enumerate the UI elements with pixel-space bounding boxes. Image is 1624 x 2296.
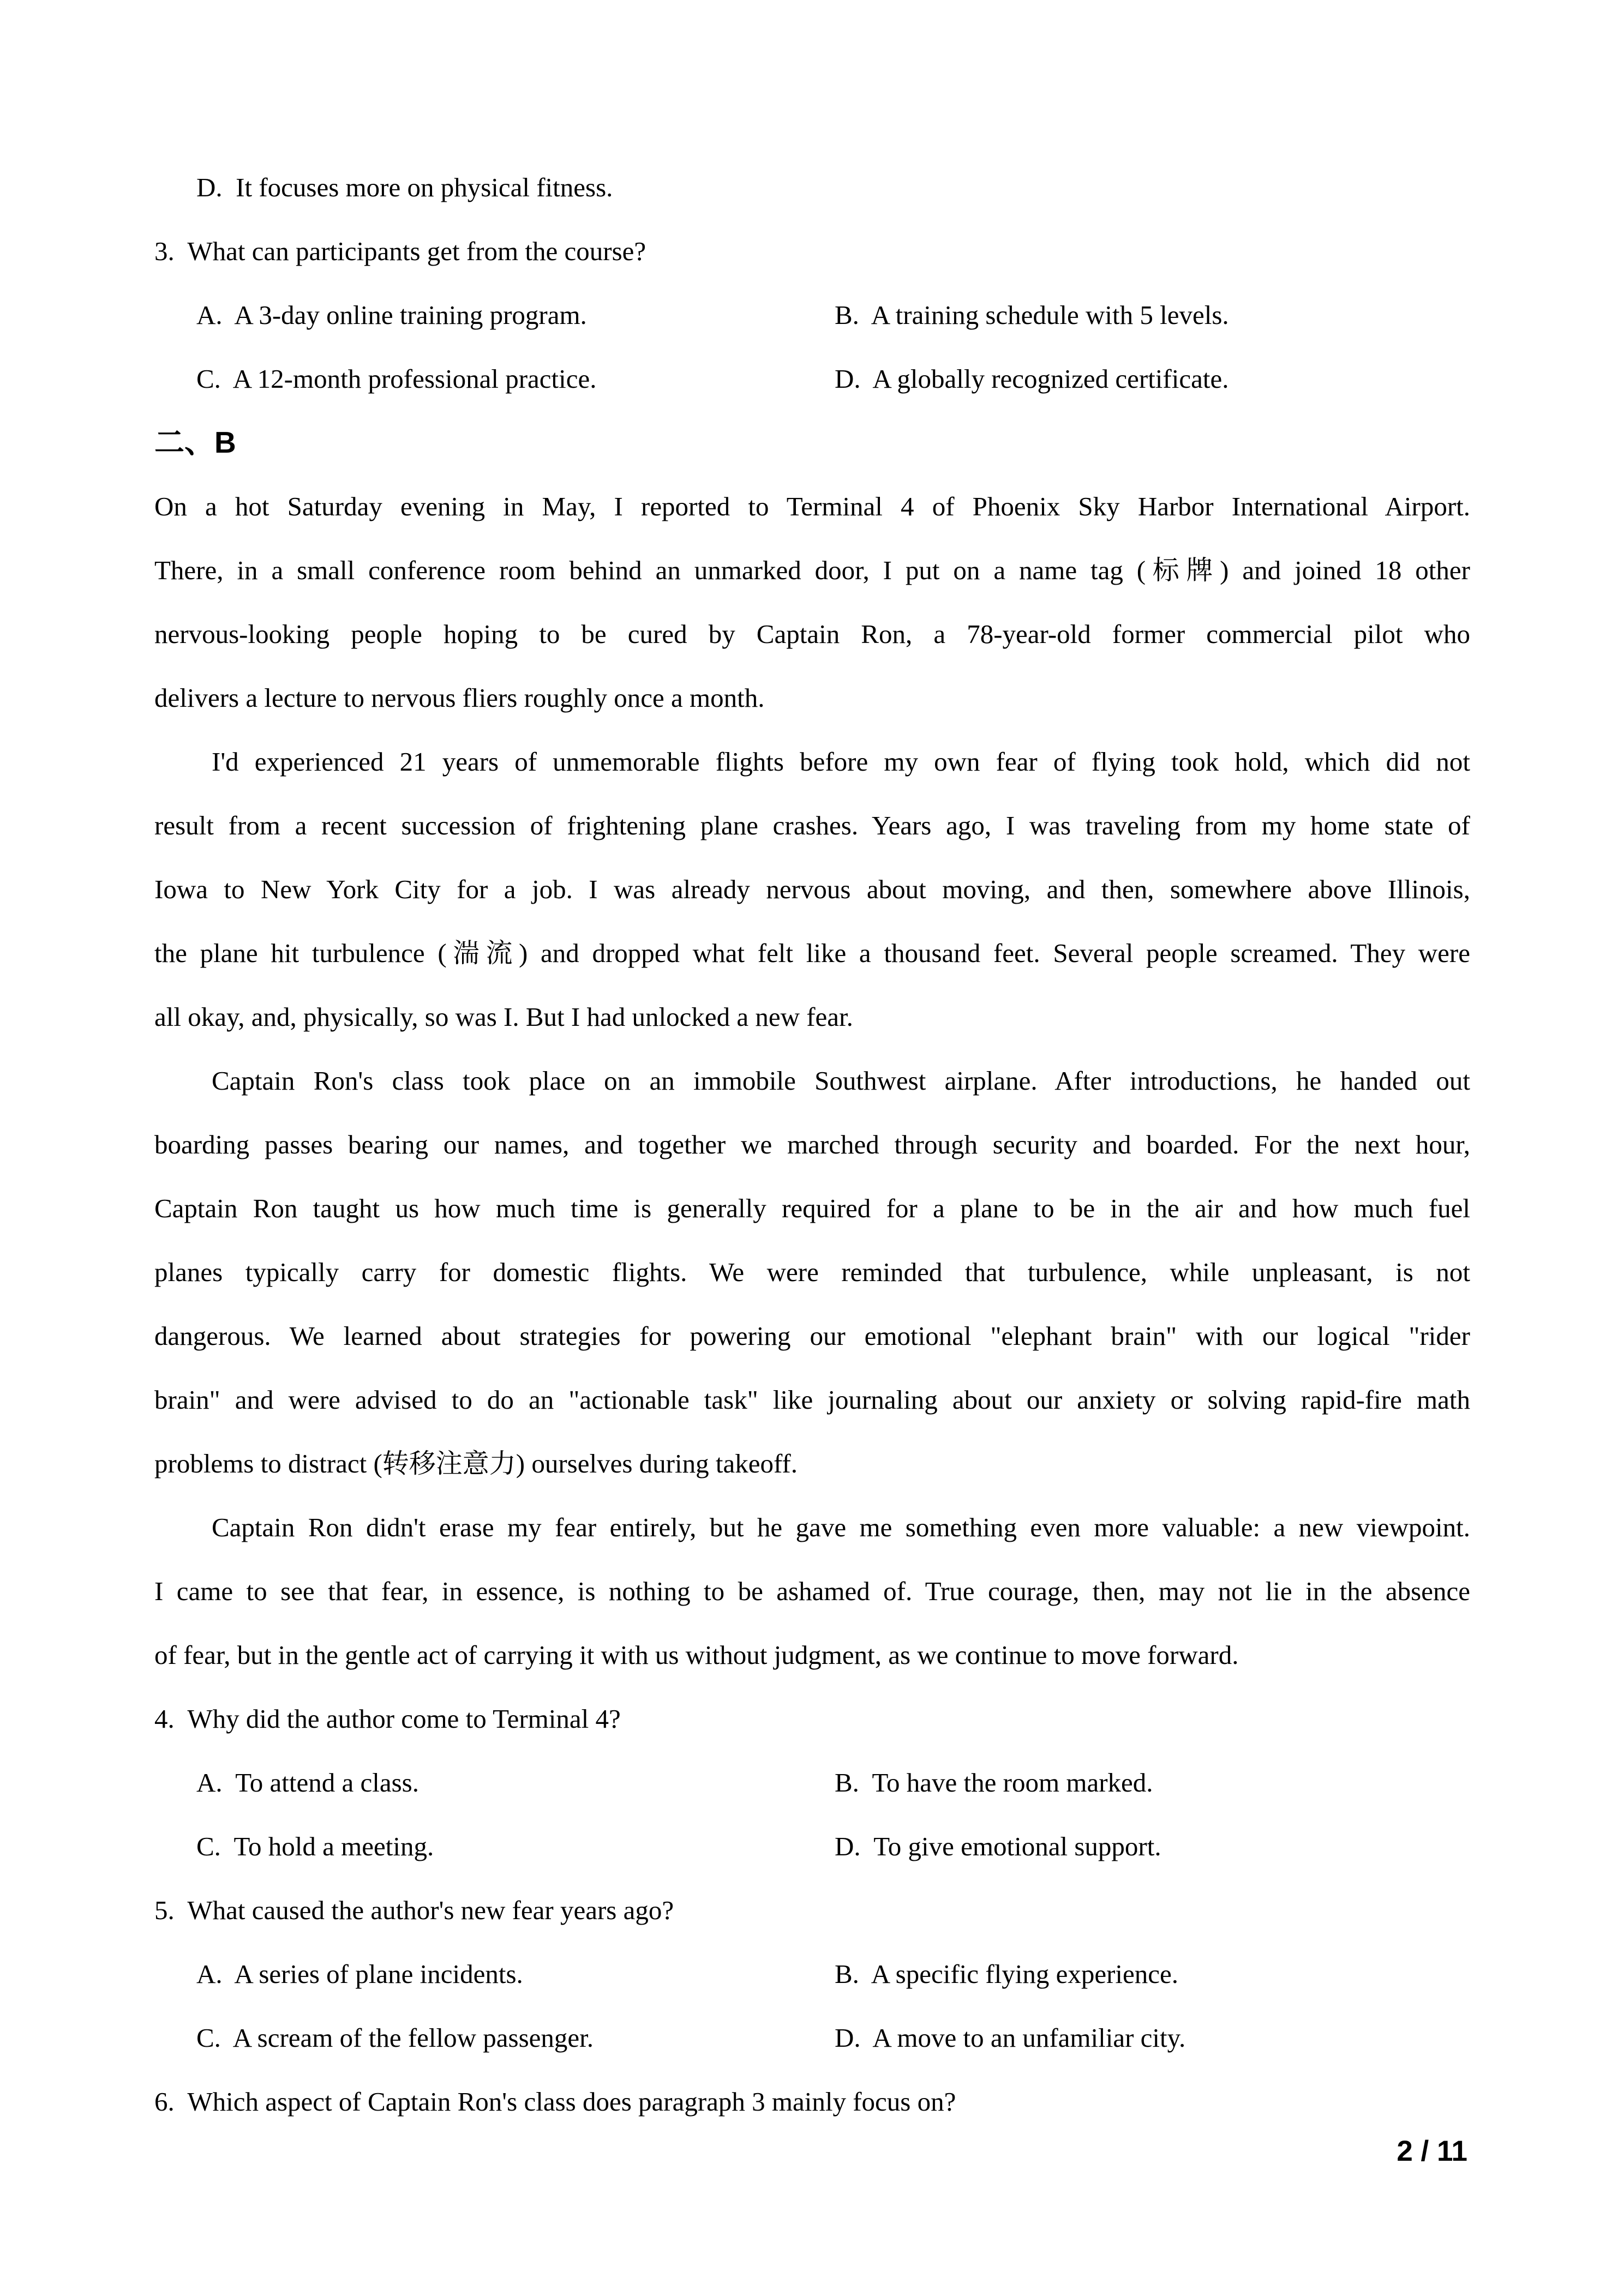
passage-p4-line-2: I came to see that fear, in essence, is nothing to be ashamed of. True courage, then, may not lie in the absence <box>154 1576 1470 1606</box>
passage-p2-line-2: result from a recent succession of frightening plane crashes. Years ago, I was traveling from my home state of <box>154 810 1470 840</box>
passage-p1-line-2: There, in a small conference room behind an unmarked door, I put on a name tag (标牌) and joined 18 other <box>154 555 1470 585</box>
question-3-option-d: D. A globally recognized certificate. <box>835 364 1229 394</box>
question-4-option-a: A. To attend a class. <box>196 1768 419 1798</box>
passage-p2-line-5: all okay, and, physically, so was I. But I had unlocked a new fear. <box>154 1002 853 1032</box>
question-4-options-row-cd <box>154 1814 1470 1878</box>
passage-p3-line-7: problems to distract (转移注意力) ourselves during takeoff. <box>154 1448 798 1478</box>
passage-p1-line-3: nervous-looking people hoping to be cured by Captain Ron, a 78-year-old former commercial pilot who <box>154 619 1470 649</box>
question-3-option-c: C. A 12-month professional practice. <box>196 364 597 394</box>
question-3-options-row-ab <box>154 283 1470 347</box>
question-5-options-row-cd <box>154 2006 1470 2070</box>
option-d-carryover: D. It focuses more on physical fitness. <box>196 172 613 202</box>
passage-p4-line-3: of fear, but in the gentle act of carrying it with us without judgment, as we continue to move forward. <box>154 1640 1239 1670</box>
passage-p3-line-6: brain" and were advised to do an "actionable task" like journaling about our anxiety or solving rapid-fire math <box>154 1385 1470 1415</box>
passage-p1-line-1: On a hot Saturday evening in May, I reported to Terminal 4 of Phoenix Sky Harbor International Airport. <box>154 491 1470 521</box>
question-5-option-b: B. A specific flying experience. <box>835 1959 1178 1989</box>
question-5-option-c: C. A scream of the fellow passenger. <box>196 2023 594 2053</box>
question-4-options-row-ab <box>154 1751 1470 1814</box>
question-5-options-row-ab <box>154 1942 1470 2006</box>
question-4-option-b: B. To have the room marked. <box>835 1768 1153 1798</box>
question-3-option-b: B. A training schedule with 5 levels. <box>835 300 1229 330</box>
question-3-stem: 3. What can participants get from the course? <box>154 236 646 266</box>
passage-p2-line-4: the plane hit turbulence (湍流) and dropped what felt like a thousand feet. Several people screamed. They were <box>154 938 1470 968</box>
question-3-options-row-cd <box>154 347 1470 411</box>
question-5-option-d: D. A move to an unfamiliar city. <box>835 2023 1186 2053</box>
question-5-stem: 5. What caused the author's new fear years ago? <box>154 1895 674 1925</box>
question-3-option-a: A. A 3-day online training program. <box>196 300 587 330</box>
passage-p2-line-3: Iowa to New York City for a job. I was already nervous about moving, and then, somewhere above Illinois, <box>154 874 1470 904</box>
question-4-option-d: D. To give emotional support. <box>835 1831 1161 1861</box>
passage-p3-line-5: dangerous. We learned about strategies for powering our emotional "elephant brain" with our logical "rider <box>154 1321 1470 1351</box>
question-4-option-c: C. To hold a meeting. <box>196 1831 434 1861</box>
question-6-stem: 6. Which aspect of Captain Ron's class does paragraph 3 mainly focus on? <box>154 2087 956 2117</box>
passage-p4-line-1: Captain Ron didn't erase my fear entirely, but he gave me something even more valuable: a new viewpoint. <box>212 1512 1470 1542</box>
passage-p3-line-3: Captain Ron taught us how much time is generally required for a plane to be in the air and how much fuel <box>154 1193 1470 1223</box>
passage-p2-line-1: I'd experienced 21 years of unmemorable flights before my own fear of flying took hold, which did not <box>212 747 1470 777</box>
passage-p3-line-2: boarding passes bearing our names, and together we marched through security and boarded. For the next hour, <box>154 1129 1470 1159</box>
question-5-option-a: A. A series of plane incidents. <box>196 1959 523 1989</box>
section-b-header: 二、B <box>154 425 236 459</box>
question-4-stem: 4. Why did the author come to Terminal 4? <box>154 1704 621 1734</box>
page-number: 2 / 11 <box>1397 2135 1467 2167</box>
passage-p3-line-4: planes typically carry for domestic flights. We were reminded that turbulence, while unpleasant, is not <box>154 1257 1470 1287</box>
passage-p1-line-4: delivers a lecture to nervous fliers roughly once a month. <box>154 683 765 713</box>
passage-p3-line-1: Captain Ron's class took place on an immobile Southwest airplane. After introductions, he handed out <box>212 1066 1470 1096</box>
